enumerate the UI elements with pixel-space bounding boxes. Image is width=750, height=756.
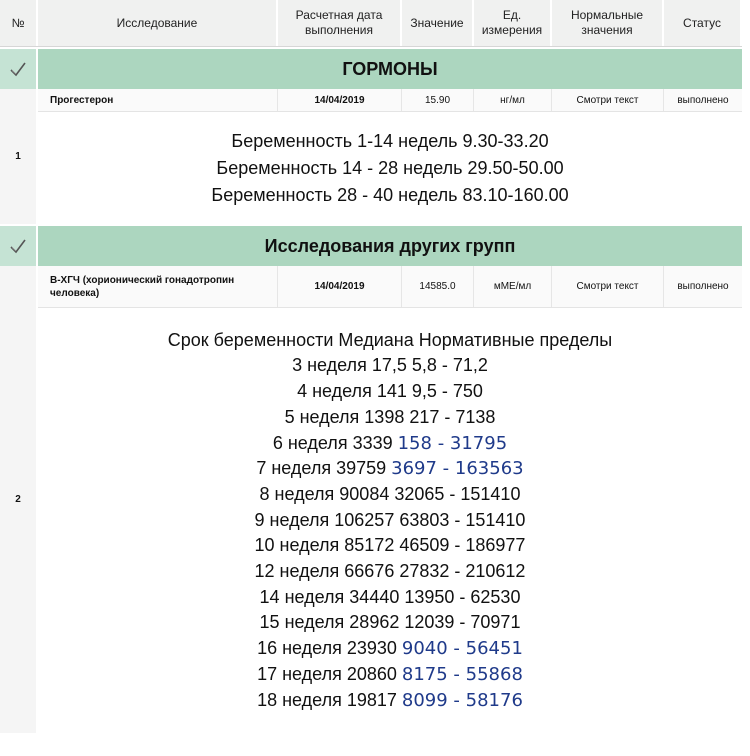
note-range: 8099 - 58176 [401, 689, 523, 711]
note-range: 3697 - 163563 [391, 458, 524, 480]
row-number: 1 [0, 89, 38, 224]
reference-note [38, 308, 742, 733]
note-line [255, 508, 526, 534]
table-row [0, 266, 742, 733]
test-norm: Смотри текст [552, 89, 664, 111]
note-line: Беременность 1-14 недель 9.30-33.20 [231, 130, 549, 151]
test-value: 14585.0 [402, 266, 474, 307]
result-line [38, 266, 742, 308]
note-line [273, 431, 507, 457]
header-name: Исследование [38, 0, 278, 46]
note-line [297, 379, 483, 405]
note-line [255, 559, 526, 585]
header-unit: Ед. измерения [474, 0, 552, 46]
note-line [260, 482, 521, 508]
group-row-hormones[interactable] [0, 49, 742, 89]
note-line [260, 585, 521, 611]
test-date: 14/04/2019 [278, 89, 402, 111]
note-text: 8 неделя 90084 32065 - 151410 [259, 483, 521, 504]
note-line [255, 533, 526, 559]
table-row [0, 89, 742, 224]
note-range: 158 - 31795 [397, 432, 508, 454]
note-text: 4 неделя 141 9,5 - 750 [297, 381, 483, 402]
note-line [168, 328, 612, 354]
note-text: 3 неделя 17,5 5,8 - 71,2 [292, 355, 488, 376]
row-number: 2 [0, 266, 38, 733]
note-line [257, 636, 523, 662]
note-text: Срок беременности Медиана Нормативные пределы [167, 329, 613, 350]
header-date: Расчетная дата выполнения [278, 0, 402, 46]
note-line [292, 353, 488, 379]
header-value: Значение [402, 0, 474, 46]
note-text: 6 неделя 3339 [272, 432, 398, 453]
note-line [257, 662, 523, 688]
note-text: 12 неделя 66676 27832 - 210612 [254, 561, 526, 582]
header-status: Статус [664, 0, 742, 46]
table-header [0, 0, 742, 47]
note-text: 16 неделя 23930 [257, 638, 402, 659]
note-text: 17 неделя 20860 [257, 663, 402, 684]
note-line [257, 688, 523, 714]
note-range: 9040 - 56451 [401, 638, 523, 660]
note-line [260, 610, 521, 636]
header-norm: Нормальные значения [552, 0, 664, 46]
note-text: 14 неделя 34440 13950 - 62530 [259, 586, 521, 607]
note-line [256, 456, 523, 482]
note-line: Беременность 28 - 40 недель 83.10-160.00 [211, 184, 569, 205]
group-title: Исследования других групп [38, 226, 742, 266]
test-name: B-ХГЧ (хорионический гонадотропин человека) [38, 266, 278, 307]
header-no: № [0, 0, 38, 46]
note-text: 10 неделя 85172 46509 - 186977 [254, 535, 526, 556]
note-line: Беременность 14 - 28 недель 29.50-50.00 [216, 157, 564, 178]
reference-note [38, 112, 742, 224]
note-text: 18 неделя 19817 [257, 689, 402, 710]
test-name: Прогестерон [38, 89, 278, 111]
test-unit: мМЕ/мл [474, 266, 552, 307]
note-text: 7 неделя 39759 [256, 458, 392, 479]
checkmark-icon[interactable] [0, 49, 38, 89]
group-title: ГОРМОНЫ [38, 49, 742, 89]
group-row-other[interactable] [0, 226, 742, 266]
note-text: 5 неделя 1398 217 - 7138 [284, 406, 496, 427]
test-status: выполнено [677, 281, 729, 292]
test-norm: Смотри текст [552, 266, 664, 307]
note-line [285, 405, 496, 431]
test-date: 14/04/2019 [278, 266, 402, 307]
result-line [38, 89, 742, 112]
note-text: 15 неделя 28962 12039 - 70971 [259, 612, 521, 633]
test-status: выполнено [677, 94, 729, 106]
note-text: 9 неделя 106257 63803 - 151410 [254, 509, 526, 530]
note-range: 8175 - 55868 [401, 663, 523, 685]
checkmark-icon[interactable] [0, 226, 38, 266]
test-unit: нг/мл [474, 89, 552, 111]
test-value: 15.90 [402, 89, 474, 111]
